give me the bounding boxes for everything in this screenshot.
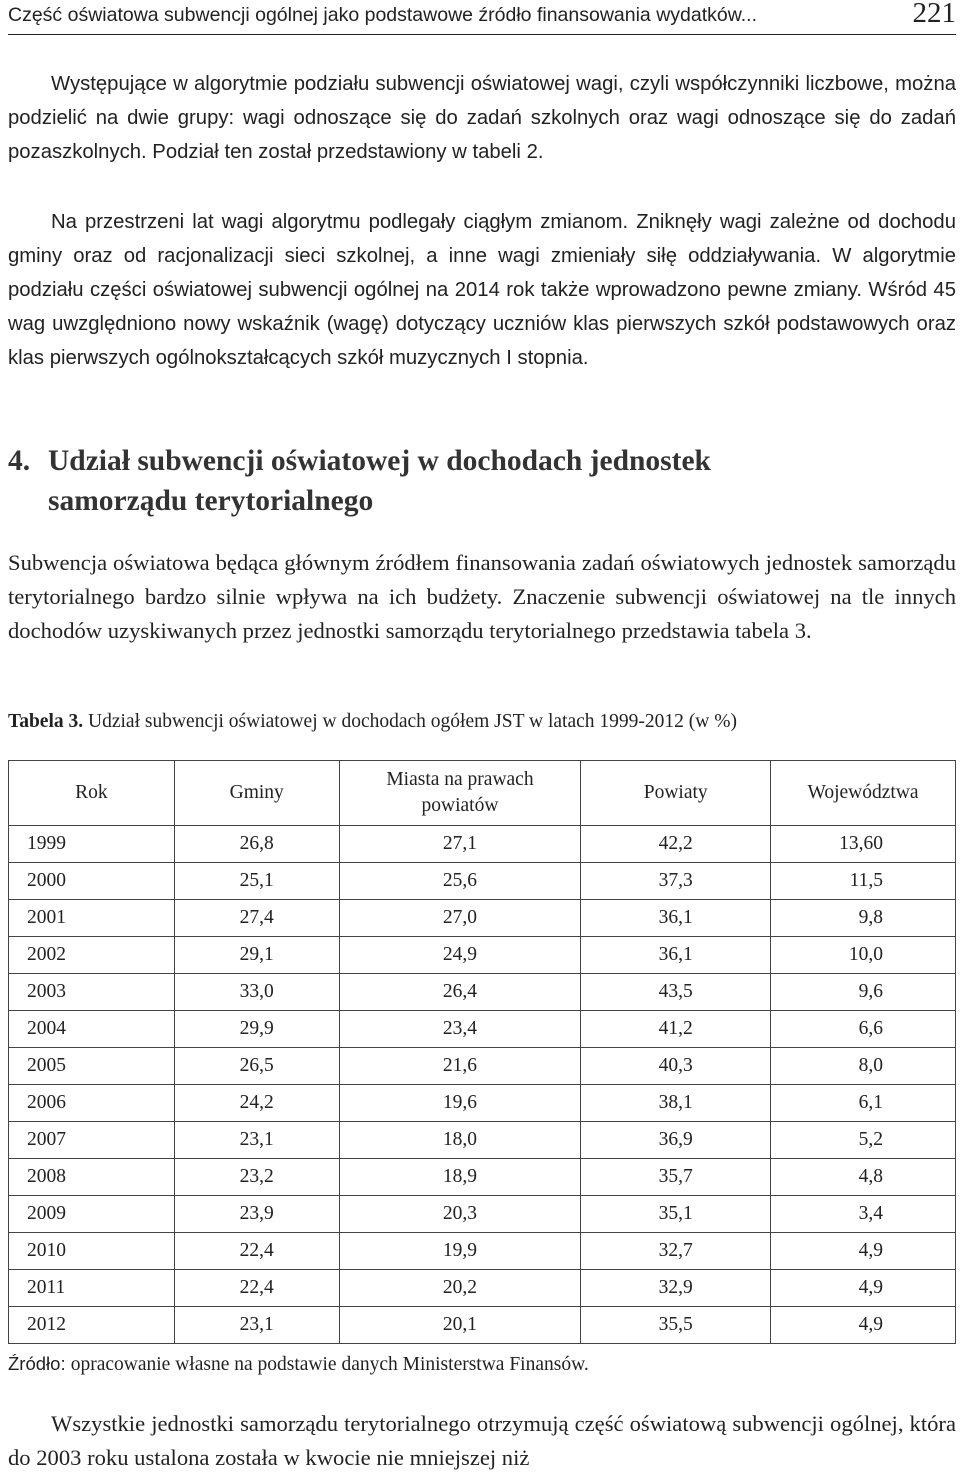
table-row xyxy=(9,1048,956,1085)
table-cell: 2007 xyxy=(9,1122,175,1159)
table-cell: 29,1 xyxy=(174,937,339,974)
table-source-note xyxy=(8,1353,956,1376)
section-number: 4. xyxy=(8,445,31,477)
table-row xyxy=(9,863,956,900)
table-row xyxy=(9,1122,956,1159)
table-cell: 20,3 xyxy=(339,1196,581,1233)
table-cell: 36,9 xyxy=(581,1122,771,1159)
table-cell: 33,0 xyxy=(174,974,339,1011)
table-cell: 20,1 xyxy=(339,1307,581,1344)
table-cell: 1999 xyxy=(9,826,175,863)
table-cell: 25,1 xyxy=(174,863,339,900)
table-caption-text: Udział subwencji oświatowej w dochodach ogółem JST w latach 1999-2012 (w %) xyxy=(88,711,737,732)
source-text: opracowanie własne na podstawie danych Ministerstwa Finansów. xyxy=(70,1354,589,1375)
table-cell: 25,6 xyxy=(339,863,581,900)
table-cell: 22,4 xyxy=(174,1233,339,1270)
table-cell: 36,1 xyxy=(581,937,771,974)
table-cell: 23,2 xyxy=(174,1159,339,1196)
page-number: 221 xyxy=(912,0,956,29)
table-row xyxy=(9,937,956,974)
table-cell: 19,6 xyxy=(339,1085,581,1122)
table-cell: 27,0 xyxy=(339,900,581,937)
table-cell: 2011 xyxy=(9,1270,175,1307)
col-header-year: Rok xyxy=(9,761,175,826)
table-cell: 23,1 xyxy=(174,1307,339,1344)
table-cell: 24,9 xyxy=(339,937,581,974)
col-header-voivodeships: Województwa xyxy=(771,761,956,826)
subsidy-share-table xyxy=(8,760,956,1344)
table-cell: 20,2 xyxy=(339,1270,581,1307)
table-cell: 6,6 xyxy=(771,1011,956,1048)
table-cell: 41,2 xyxy=(581,1011,771,1048)
table-row xyxy=(9,1159,956,1196)
table-row xyxy=(9,826,956,863)
table-row xyxy=(9,900,956,937)
table-cell: 4,8 xyxy=(771,1159,956,1196)
table-cell: 4,9 xyxy=(771,1233,956,1270)
table-cell: 32,9 xyxy=(581,1270,771,1307)
paragraph-weights-changes: Na przestrzeni lat wagi algorytmu podlegały ciągłym zmianom. Zniknęły wagi zależne od dochodu gminy oraz od racjonalizacji sieci szkolnej, a inne wagi zmieniały siłę oddziaływania. W algorytmie podziału części oświatowej subwencji ogólnej na 2014 rok także wprowadzono pewne zmiany. Wśród 45 wag uwzględniono nowy wskaźnik (wagę) dotyczący uczniów klas pierwszych szkół podstawowych oraz klas pierwszych ogólnokształcących szkół muzycznych I stopnia. xyxy=(8,211,956,369)
table-cell: 2004 xyxy=(9,1011,175,1048)
table-cell: 32,7 xyxy=(581,1233,771,1270)
table-cell: 2009 xyxy=(9,1196,175,1233)
table-cell: 22,4 xyxy=(174,1270,339,1307)
paragraph-all-units: Wszystkie jednostki samorządu terytorialnego otrzymują część oświatową subwencji ogólnej, która do 2003 roku ustalona została w kwocie nie mniejszej niż xyxy=(8,1411,956,1470)
table-cell: 13,60 xyxy=(771,826,956,863)
table-cell: 4,9 xyxy=(771,1307,956,1344)
table-cell: 2005 xyxy=(9,1048,175,1085)
table-cell: 8,0 xyxy=(771,1048,956,1085)
table-body xyxy=(9,826,956,1344)
table-caption-label: Tabela 3. xyxy=(8,711,84,732)
col-header-gminy: Gminy xyxy=(174,761,339,826)
table-cell: 24,2 xyxy=(174,1085,339,1122)
table-cell: 26,8 xyxy=(174,826,339,863)
section-title-line2: samorządu terytorialnego xyxy=(48,485,374,517)
table-cell: 21,6 xyxy=(339,1048,581,1085)
running-header xyxy=(8,0,956,35)
table-cell: 35,1 xyxy=(581,1196,771,1233)
table-cell: 18,0 xyxy=(339,1122,581,1159)
table-cell: 2001 xyxy=(9,900,175,937)
col-header-powiaty: Powiaty xyxy=(581,761,771,826)
table-row xyxy=(9,974,956,1011)
table-cell: 2006 xyxy=(9,1085,175,1122)
table-cell: 19,9 xyxy=(339,1233,581,1270)
table-cell: 29,9 xyxy=(174,1011,339,1048)
table-cell: 27,4 xyxy=(174,900,339,937)
table-cell: 38,1 xyxy=(581,1085,771,1122)
section-title-line1: Udział subwencji oświatowej w dochodach jednostek xyxy=(48,445,711,477)
table-header-row xyxy=(9,761,956,826)
table-cell: 9,8 xyxy=(771,900,956,937)
table-caption xyxy=(8,711,956,733)
table-cell: 43,5 xyxy=(581,974,771,1011)
col-header-cities: Miasta na prawach powiatów xyxy=(339,761,581,826)
table-row xyxy=(9,1307,956,1344)
table-cell: 10,0 xyxy=(771,937,956,974)
paragraph-subsidy-significance: Subwencja oświatowa będąca głównym źródłem finansowania zadań oświatowych jednostek samorządu terytorialnego bardzo silnie wpływa na ich budżety. Znaczenie subwencji oświatowej na tle innych dochodów uzyskiwanych przez jednostki samorządu terytorialnego przedstawia tabela 3. xyxy=(8,550,956,643)
table-cell: 5,2 xyxy=(771,1122,956,1159)
table-cell: 35,5 xyxy=(581,1307,771,1344)
table-cell: 2008 xyxy=(9,1159,175,1196)
table-cell: 26,4 xyxy=(339,974,581,1011)
table-cell: 42,2 xyxy=(581,826,771,863)
table-row xyxy=(9,1011,956,1048)
table-cell: 26,5 xyxy=(174,1048,339,1085)
table-cell: 11,5 xyxy=(771,863,956,900)
table-cell: 2003 xyxy=(9,974,175,1011)
paragraph-weights-groups: Występujące w algorytmie podziału subwencji oświatowej wagi, czyli współczynniki liczbowe, można podzielić na dwie grupy: wagi odnoszące się do zadań szkolnych oraz wagi odnoszące się do zadań pozaszkolnych. Podział ten został przedstawiony w tabeli 2. xyxy=(8,73,956,163)
table-cell: 3,4 xyxy=(771,1196,956,1233)
table-cell: 9,6 xyxy=(771,974,956,1011)
table-cell: 18,9 xyxy=(339,1159,581,1196)
table-row xyxy=(9,1233,956,1270)
table-cell: 36,1 xyxy=(581,900,771,937)
table-cell: 27,1 xyxy=(339,826,581,863)
table-row xyxy=(9,1196,956,1233)
table-cell: 2002 xyxy=(9,937,175,974)
table-cell: 37,3 xyxy=(581,863,771,900)
table-cell: 6,1 xyxy=(771,1085,956,1122)
section-heading xyxy=(8,441,908,521)
table-cell: 2012 xyxy=(9,1307,175,1344)
table-row xyxy=(9,1085,956,1122)
table-cell: 23,1 xyxy=(174,1122,339,1159)
table-cell: 23,4 xyxy=(339,1011,581,1048)
table-cell: 4,9 xyxy=(771,1270,956,1307)
table-cell: 23,9 xyxy=(174,1196,339,1233)
table-cell: 2010 xyxy=(9,1233,175,1270)
header-title: Część oświatowa subwencji ogólnej jako podstawowe źródło finansowania wydatków... xyxy=(8,4,757,26)
table-row xyxy=(9,1270,956,1307)
source-label: Źródło: xyxy=(8,1353,66,1374)
table-cell: 2000 xyxy=(9,863,175,900)
table-cell: 35,7 xyxy=(581,1159,771,1196)
table-cell: 40,3 xyxy=(581,1048,771,1085)
